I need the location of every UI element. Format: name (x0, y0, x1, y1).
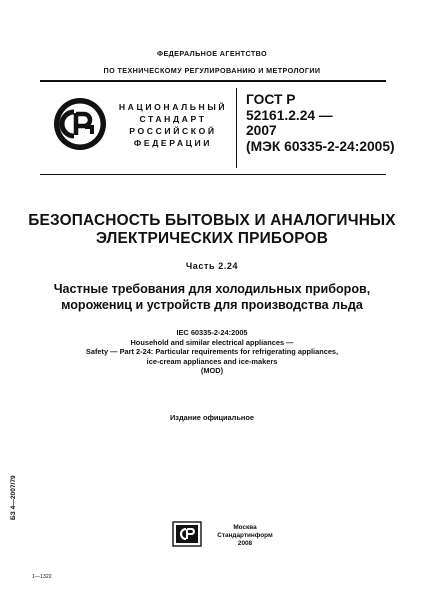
publisher-year: 2008 (237, 540, 253, 547)
standard-label-line-1: НАЦИОНАЛЬНЫЙ (118, 102, 228, 112)
header-rule (40, 80, 386, 82)
agency-line-2: ПО ТЕХНИЧЕСКОМУ РЕГУЛИРОВАНИЮ И МЕТРОЛОГИИ (103, 66, 321, 75)
iec-reference (0, 328, 424, 376)
iec-line-4: ice-cream appliances and ice-makers (146, 356, 278, 366)
standartinform-logo-icon (172, 521, 202, 547)
publisher-block (205, 524, 285, 548)
standard-label-line-4: ФЕДЕРАЦИИ (133, 138, 213, 148)
side-code: БЗ 4—2007/79 (10, 475, 17, 520)
standard-label-line-2: СТАНДАРТ (139, 114, 207, 124)
designation-line-2: 52161.2.24 — (246, 107, 333, 123)
designation-line-1: ГОСТ Р (246, 92, 296, 107)
title-line-1: БЕЗОПАСНОСТЬ БЫТОВЫХ И АНАЛОГИЧНЫХ (28, 212, 396, 229)
iec-line-3: Safety — Part 2-24: Particular requirements for refrigerating appliances, (85, 347, 339, 356)
document-title (0, 212, 424, 248)
document-subtitle (0, 281, 424, 313)
subtitle-line-1: Частные требования для холодильных приборов, (53, 282, 371, 296)
iec-line-5: (MOD) (200, 366, 224, 375)
subtitle-line-2: морожениц и устройств для производства льда (61, 298, 363, 312)
designation-rule (40, 174, 386, 175)
designation-line-3: 2007 (246, 123, 277, 138)
print-code: 1—1322 (32, 574, 52, 580)
iec-line-1: IEC 60335-2-24:2005 (176, 328, 248, 337)
designation-line-4: (МЭК 60335-2-24:2005) (246, 138, 395, 154)
national-standard-label (113, 101, 233, 149)
gost-r-logo-icon (52, 96, 108, 152)
designation-divider (236, 88, 237, 168)
agency-line-1: ФЕДЕРАЛЬНОЕ АГЕНТСТВО (156, 49, 268, 58)
standard-label-line-3: РОССИЙСКОЙ (129, 126, 217, 136)
publisher-city: Москва (233, 524, 257, 531)
standard-designation (246, 92, 395, 154)
title-line-2: ЭЛЕКТРИЧЕСКИХ ПРИБОРОВ (95, 230, 329, 247)
official-edition: Издание официальное (169, 413, 254, 422)
iec-line-2: Household and similar electrical appliances — (130, 337, 294, 347)
publisher-name: Стандартинформ (217, 532, 273, 539)
part-number: Часть 2.24 (185, 261, 239, 271)
